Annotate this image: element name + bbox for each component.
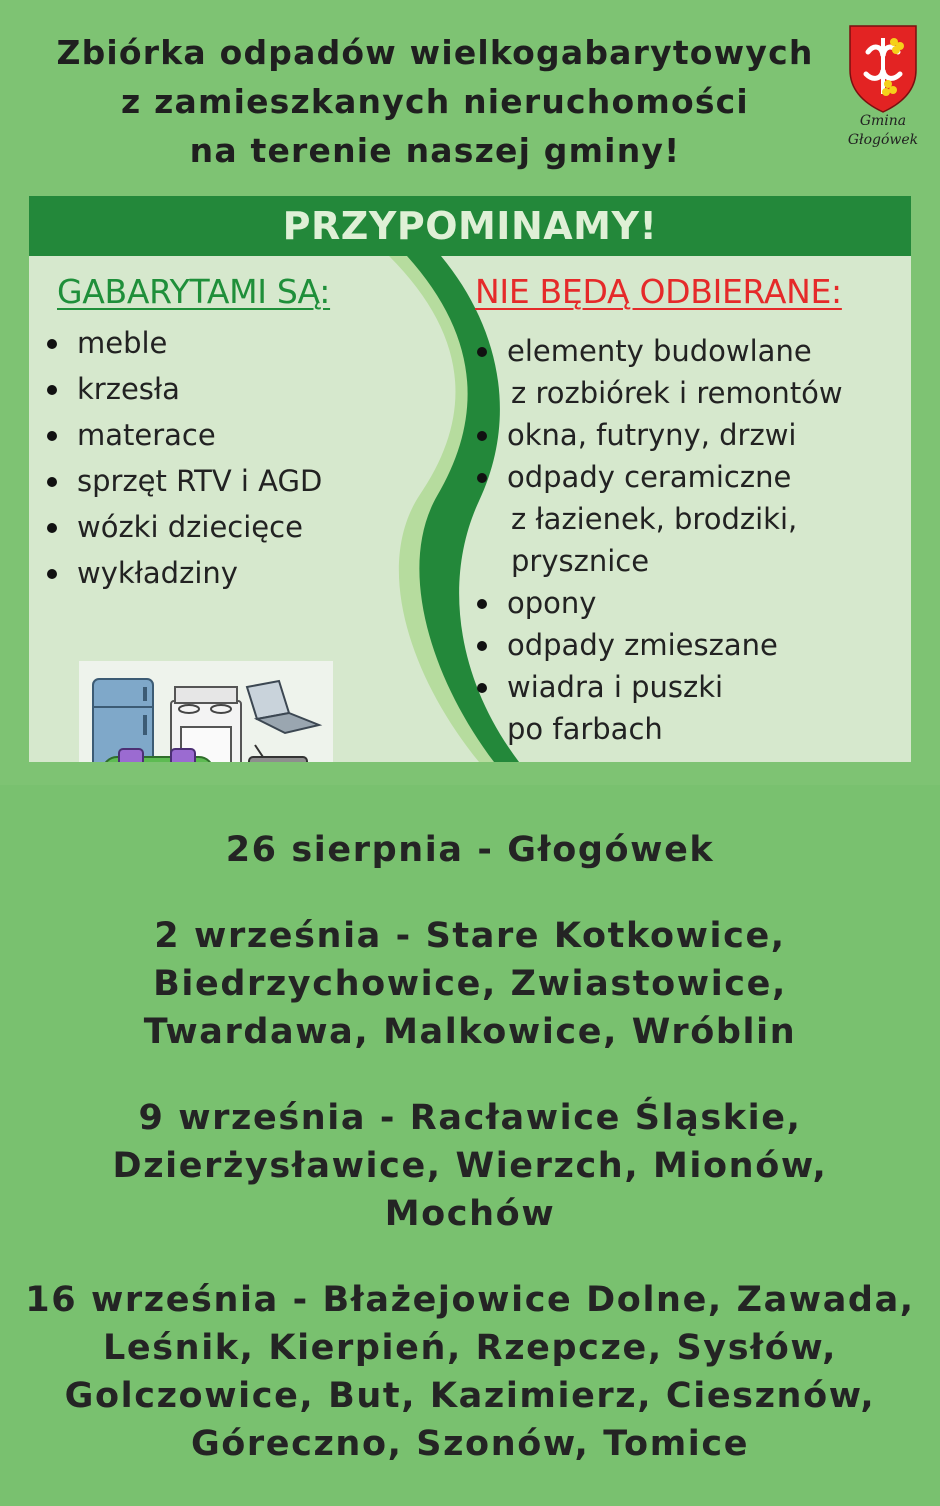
reminder-panel bbox=[29, 196, 911, 762]
schedule-line: 26 sierpnia - Głogówek bbox=[225, 830, 715, 870]
list-item: meble bbox=[45, 320, 322, 366]
list-item-text: po farbach bbox=[507, 712, 663, 746]
schedule-item bbox=[20, 826, 920, 874]
schedule-line: Biedrzychowice, Zwiastowice, bbox=[153, 964, 787, 1004]
right-column-title: NIE BĘDĄ ODBIERANE: bbox=[475, 272, 842, 311]
list-item-text: okna, futryny, drzwi bbox=[507, 418, 797, 452]
list-item bbox=[475, 666, 843, 750]
coat-of-arms-icon bbox=[838, 22, 928, 114]
list-item-text: z łazienek, brodziki, bbox=[511, 502, 798, 536]
schedule-line: Twardawa, Malkowice, Wróblin bbox=[143, 1012, 797, 1052]
left-column-title: GABARYTAMI SĄ: bbox=[57, 272, 331, 311]
list-item bbox=[475, 624, 843, 666]
schedule-line: Góreczno, Szonów, Tomice bbox=[190, 1424, 750, 1464]
logo-text-line: Gmina bbox=[859, 113, 907, 129]
title-line: z zamieszkanych nieruchomości bbox=[121, 82, 749, 121]
logo-text bbox=[838, 112, 928, 150]
collection-schedule bbox=[20, 826, 920, 1506]
left-column bbox=[29, 256, 389, 762]
appliances-illustration bbox=[79, 661, 333, 762]
schedule-line: Golczowice, But, Kazimierz, Ciesznów, bbox=[64, 1376, 876, 1416]
schedule-line: Dzierżysławice, Wierzch, Mionów, bbox=[112, 1146, 828, 1186]
list-item-text: prysznice bbox=[511, 544, 650, 578]
list-item bbox=[475, 456, 843, 582]
schedule-line: 16 września - Błażejowice Dolne, Zawada, bbox=[25, 1280, 915, 1320]
list-item bbox=[475, 414, 843, 456]
appliances-icon bbox=[79, 661, 333, 762]
schedule-line: Leśnik, Kierpień, Rzepcze, Sysłów, bbox=[103, 1328, 837, 1368]
schedule-item bbox=[20, 1094, 920, 1238]
schedule-line: 2 września - Stare Kotkowice, bbox=[154, 916, 786, 956]
list-item: wykładziny bbox=[45, 550, 322, 596]
schedule-item bbox=[20, 1276, 920, 1468]
list-item-text: odpady ceramiczne bbox=[507, 460, 792, 494]
list-item-text: z rozbiórek i remontów bbox=[511, 376, 843, 410]
schedule-line: 9 września - Racławice Śląskie, bbox=[138, 1098, 802, 1138]
logo-text-line: Głogówek bbox=[847, 132, 919, 148]
gmina-logo bbox=[838, 22, 928, 162]
list-item bbox=[475, 582, 843, 624]
page-title bbox=[20, 28, 850, 175]
list-item-text: odpady zmieszane bbox=[507, 628, 778, 662]
bulky-items-list bbox=[45, 320, 322, 596]
list-item bbox=[475, 330, 843, 414]
list-item-text: wiadra i puszki bbox=[507, 670, 724, 704]
list-item: sprzęt RTV i AGD bbox=[45, 458, 322, 504]
list-item: materace bbox=[45, 412, 322, 458]
title-line: Zbiórka odpadów wielkogabarytowych bbox=[56, 33, 814, 72]
list-item-text: opony bbox=[507, 586, 597, 620]
panel-header: PRZYPOMINAMY! bbox=[29, 196, 911, 256]
not-collected-list bbox=[475, 330, 843, 750]
title-line: na terenie naszej gminy! bbox=[189, 131, 681, 170]
list-item: krzesła bbox=[45, 366, 322, 412]
schedule-line: Mochów bbox=[384, 1194, 556, 1234]
list-item-text: elementy budowlane bbox=[507, 334, 812, 368]
schedule-item bbox=[20, 912, 920, 1056]
right-column bbox=[469, 256, 911, 762]
list-item: wózki dziecięce bbox=[45, 504, 322, 550]
